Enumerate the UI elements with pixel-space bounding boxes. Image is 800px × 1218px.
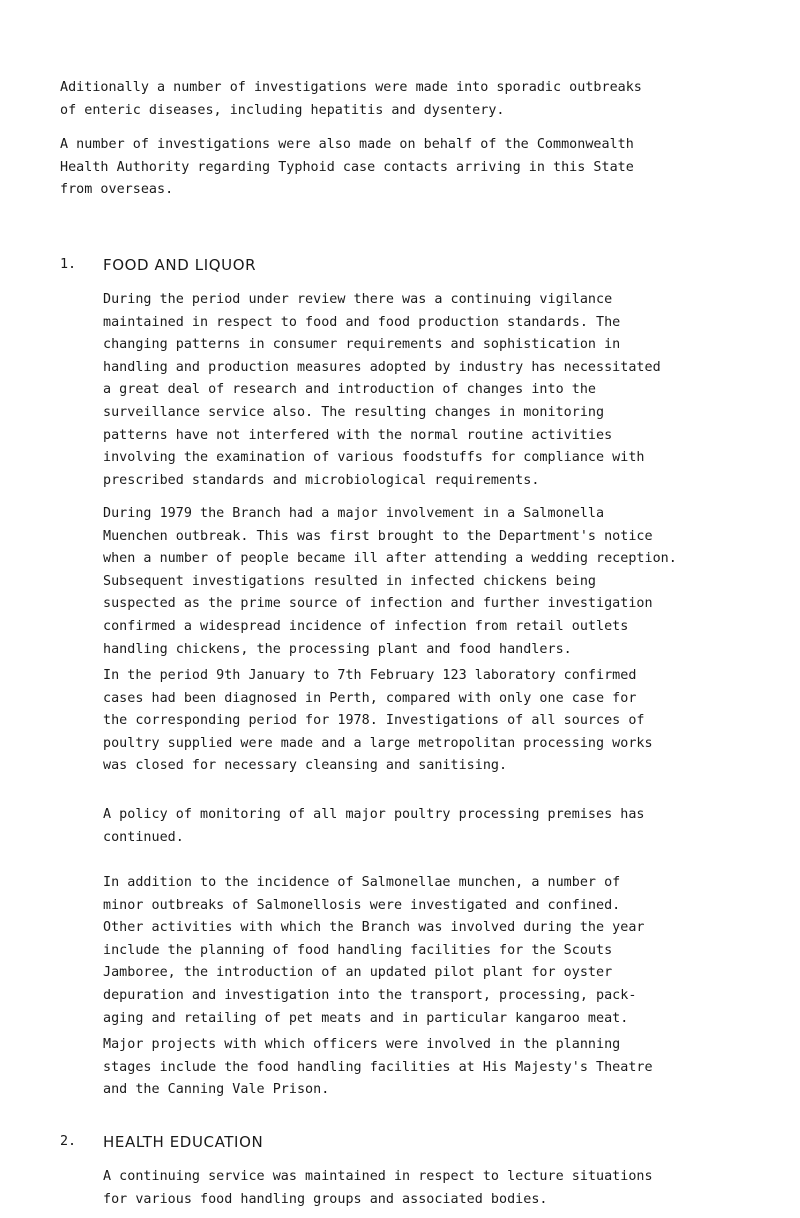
section-number-food-and-liquor: 1.	[60, 257, 77, 272]
section-heading-food-and-liquor: FOOD AND LIQUOR	[103, 256, 257, 274]
health-paragraph-1: A continuing service was maintained in respect to lecture situations for various food handling groups and associated bodies.	[103, 1169, 653, 1207]
food-paragraph-6: Major projects with which officers were involved in the planning stages include the food handling facilities at His Majesty's Theatre and the Canning Vale Prison.	[103, 1037, 653, 1098]
section-number-health-education: 2.	[60, 1134, 77, 1149]
food-paragraph-1: During the period under review there was a continuing vigilance maintained in respect to food and food production standards. The changing patterns in consumer requirements and sophistication in handling and production measures adopted by industry has necessitated a great deal of research and introduction of changes into the surveillance service also. The resulting changes in monitoring patterns have not interfered with the normal routine activities involving the examination of various foodstuffs for compliance with prescribed standards and microbiological requirements.	[103, 292, 661, 488]
food-paragraph-5: In addition to the incidence of Salmonellae munchen, a number of minor outbreaks of Salmonellosis were investigated and confined. Other activities with which the Branch was involved during the year include the planning of food handling facilities for the Scouts Jamboree, the introduction of an updated pilot plant for oyster depuration and investigation into the transport, processing, pack- aging and retailing of pet meats and in particular kangaroo meat.	[103, 875, 645, 1026]
food-paragraph-4: A policy of monitoring of all major poultry processing premises has continued.	[103, 807, 645, 845]
food-paragraph-2: During 1979 the Branch had a major involvement in a Salmonella Muenchen outbreak. This was first brought to the Department's notice when a number of people became ill after attending a wedding reception. Subsequent investigations resulted in infected chickens being suspected as the prime source of infection and further investigation confirmed a widespread incidence of infection from retail outlets handling chickens, the processing plant and food handlers.	[103, 506, 677, 657]
intro-paragraph-2: A number of investigations were also made on behalf of the Commonwealth Health Authority regarding Typhoid case contacts arriving in this State from overseas.	[60, 137, 634, 198]
intro-paragraph-1: Aditionally a number of investigations were made into sporadic outbreaks of enteric diseases, including hepatitis and dysentery.	[60, 80, 642, 118]
section-heading-health-education: HEALTH EDUCATION	[103, 1133, 264, 1151]
food-paragraph-3: In the period 9th January to 7th February 123 laboratory confirmed cases had been diagnosed in Perth, compared with only one case for the corresponding period for 1978. Investigations of all sources of poultry supplied were made and a large metropolitan processing works was closed for necessary cleansing and sanitising.	[103, 668, 653, 774]
